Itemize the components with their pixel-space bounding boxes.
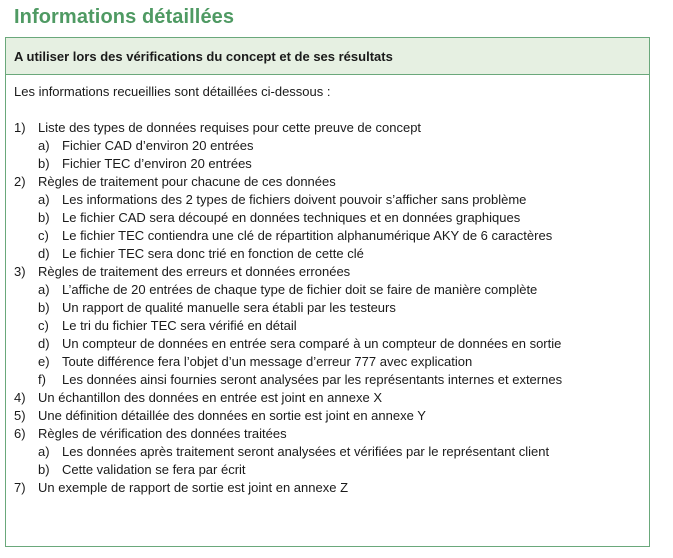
sublist-item (14, 443, 639, 461)
sublist-item-letter: e) (38, 354, 50, 369)
list-item (14, 389, 639, 407)
sublist-item-letter: a) (38, 138, 50, 153)
list-item-number: 2) (14, 174, 26, 189)
sublist-item-text: Fichier CAD d’environ 20 entrées (62, 138, 254, 153)
sublist-item-text: Le fichier CAD sera découpé en données techniques et en données graphiques (62, 210, 521, 225)
list-item-text: Liste des types de données requises pour cette preuve de concept (38, 120, 422, 135)
sublist-item-letter: b) (38, 462, 50, 477)
list-item (14, 173, 639, 191)
sublist-item-letter: b) (38, 210, 50, 225)
sublist-item (14, 353, 639, 371)
list-item-number: 3) (14, 264, 26, 279)
sublist-item-text: L’affiche de 20 entrées de chaque type de fichier doit se faire de manière complète (62, 282, 538, 297)
sublist-item-text: Les informations des 2 types de fichiers doivent pouvoir s’afficher sans problème (62, 192, 527, 207)
sublist-container (14, 191, 639, 263)
sublist-item (14, 155, 639, 173)
sublist-item-text: Les données après traitement seront analysées et vérifiées par le représentant client (62, 444, 550, 459)
list-item-number: 4) (14, 390, 26, 405)
lettered-sublist (14, 281, 639, 389)
list-item-number: 7) (14, 480, 26, 495)
sublist-item-text: Un compteur de données en entrée sera comparé à un compteur de données en sortie (62, 336, 562, 351)
details-box (5, 37, 650, 547)
sublist-item (14, 245, 639, 263)
sublist-item-letter: a) (38, 444, 50, 459)
sublist-container (14, 137, 639, 173)
sublist-item (14, 461, 639, 479)
sublist-item (14, 209, 639, 227)
sublist-item (14, 335, 639, 353)
list-item (14, 479, 639, 497)
sublist-item-letter: c) (38, 228, 49, 243)
intro-text: Les informations recueillies sont détaillées ci-dessous : (14, 84, 331, 99)
sublist-item-letter: a) (38, 282, 50, 297)
sublist-item (14, 317, 639, 335)
sublist-item-letter: f) (38, 372, 46, 387)
sublist-item-letter: d) (38, 336, 50, 351)
numbered-list (14, 119, 639, 497)
sublist-item-text: Le tri du fichier TEC sera vérifié en détail (62, 318, 297, 333)
sublist-item (14, 371, 639, 389)
list-item (14, 407, 639, 425)
sublist-item-letter: a) (38, 192, 50, 207)
list-item-text: Un échantillon des données en entrée est joint en annexe X (38, 390, 383, 405)
sublist-item-letter: c) (38, 318, 49, 333)
list-item (14, 425, 639, 443)
lettered-sublist (14, 191, 639, 263)
list-item-text: Règles de vérification des données traitées (38, 426, 287, 441)
list-item-text: Une définition détaillée des données en sortie est joint en annexe Y (38, 408, 426, 423)
list-item-text: Un exemple de rapport de sortie est joint en annexe Z (38, 480, 349, 495)
page-title: Informations détaillées (14, 6, 235, 28)
sublist-item (14, 191, 639, 209)
sublist-item-text: Toute différence fera l’objet d’un message d’erreur 777 avec explication (62, 354, 473, 369)
sublist-item-text: Fichier TEC d’environ 20 entrées (62, 156, 252, 171)
sublist-container (14, 281, 639, 389)
sublist-item-text: Les données ainsi fournies seront analysées par les représentants internes et externes (62, 372, 563, 387)
lettered-sublist (14, 137, 639, 173)
sublist-item-letter: d) (38, 246, 50, 261)
sublist-item-text: Un rapport de qualité manuelle sera établi par les testeurs (62, 300, 396, 315)
sublist-item (14, 281, 639, 299)
list-item (14, 119, 639, 137)
list-item-text: Règles de traitement pour chacune de ces données (38, 174, 336, 189)
box-body (6, 75, 649, 497)
sublist-item-text: Le fichier TEC contiendra une clé de répartition alphanumérique AKY de 6 caractères (62, 228, 553, 243)
box-header: A utiliser lors des vérifications du concept et de ses résultats (6, 38, 649, 75)
list-item-number: 6) (14, 426, 26, 441)
sublist-item-text: Le fichier TEC sera donc trié en fonction de cette clé (62, 246, 364, 261)
list-item-number: 1) (14, 120, 26, 135)
list-item-text: Règles de traitement des erreurs et données erronées (38, 264, 351, 279)
sublist-container (14, 443, 639, 479)
list-item-number: 5) (14, 408, 26, 423)
sublist-item (14, 137, 639, 155)
list-item (14, 263, 639, 281)
lettered-sublist (14, 443, 639, 479)
sublist-item-letter: b) (38, 156, 50, 171)
sublist-item (14, 299, 639, 317)
sublist-item-text: Cette validation se fera par écrit (62, 462, 246, 477)
sublist-item (14, 227, 639, 245)
sublist-item-letter: b) (38, 300, 50, 315)
